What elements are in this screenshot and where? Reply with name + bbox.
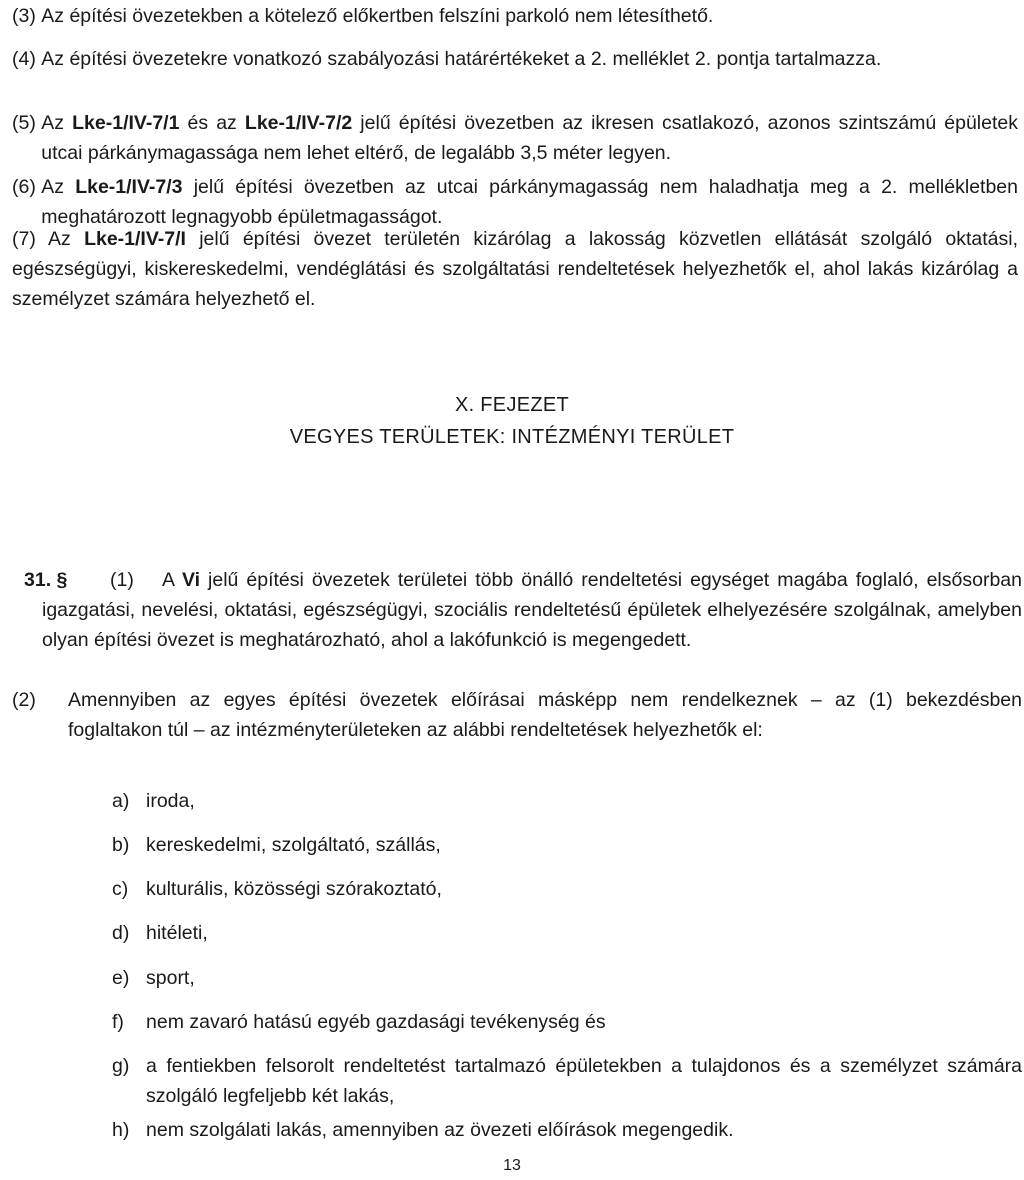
list-item (112, 874, 1022, 904)
list-item-text: hitéleti, (146, 922, 208, 944)
list-item-text: nem zavaró hatású egyéb gazdasági tevékenység és (146, 1011, 606, 1033)
list-item-text: sport, (146, 967, 195, 989)
list-item (112, 918, 1022, 948)
list-item-label: e) (112, 967, 130, 989)
paragraph-text: Amennyiben az egyes építési övezetek előírásai másképp nem rendelkeznek – az (1) bekezdésben foglaltakon túl – az intézményterületeken az alábbi rendeltetések helyezhetők el: (68, 689, 1022, 741)
paragraph-5 (12, 108, 1018, 168)
list-item-text: kereskedelmi, szolgáltató, szállás, (146, 834, 441, 856)
list-item-text: a fentiekben felsorolt rendeltetést tartalmazó épületekben a tulajdonos és a személyzet számára szolgáló legfeljebb két lakás, (146, 1055, 1022, 1107)
paragraph-3 (12, 1, 1018, 31)
chapter-title: VEGYES TERÜLETEK: INTÉZMÉNYI TERÜLET (289, 426, 735, 448)
list-item (112, 1115, 1022, 1145)
zone-code: Lke-1/IV-7/3 (75, 176, 183, 198)
list-item (112, 1007, 1022, 1037)
list-item-text: nem szolgálati lakás, amennyiben az övezeti előírások megengedik. (146, 1119, 734, 1141)
paragraph-number: (4) (12, 48, 36, 70)
list-item-label: f) (112, 1011, 124, 1033)
paragraph-number: (5) (12, 112, 36, 134)
list-item (112, 1051, 1022, 1111)
chapter-number: X. FEJEZET (454, 394, 570, 416)
zone-code: Lke-1/IV-7/2 (244, 112, 353, 134)
paragraph-text: Az építési övezetekre vonatkozó szabályozási határértékeket a 2. melléklet 2. pontja tartalmazza. (41, 48, 882, 70)
paragraph-7 (12, 224, 1018, 314)
zone-code: Vi (181, 569, 201, 591)
page-number: 13 (503, 1157, 521, 1174)
section-31-text-1: A Vi jelű építési övezetek területei több önálló rendeltetési egységet magába foglaló, elsősorban igazgatási, nevelési, oktatási, egészségügyi, szociális rendeltetésű épületek elhelyezésére szolgálnak, amelyben olyan építési övezet is meghatározható, ahol a lakófunkció is megengedett. (42, 569, 1022, 651)
list-item-label: a) (112, 790, 130, 812)
paragraph-text: Az építési övezetekben a kötelező előkertben felszíni parkoló nem létesíthető. (41, 5, 714, 27)
paragraph-number: (6) (12, 176, 36, 198)
paragraph-4 (12, 44, 1018, 74)
paragraph-number: (2) (12, 689, 36, 711)
zone-code: Lke-1/IV-7/1 (72, 112, 180, 134)
paragraph-text: Az Lke-1/IV-7/1 és az Lke-1/IV-7/2 jelű építési övezetben az ikresen csatlakozó, azonos szintszámú épületek utcai párkánymagassága nem lehet eltérő, de legalább 3,5 méter legyen. (41, 112, 1018, 164)
list-item-label: b) (112, 834, 130, 856)
paragraph-6 (12, 172, 1018, 232)
zone-code: Lke-1/IV-7/I (84, 228, 186, 250)
section-label: 31. § (24, 569, 68, 591)
section-31-paragraph-2 (12, 685, 1022, 745)
paragraph-number: (7) (12, 228, 36, 250)
list-item (112, 786, 1022, 816)
list-item-label: c) (112, 878, 129, 900)
paragraph-text: Az Lke-1/IV-7/3 jelű építési övezetben az utcai párkánymagasság nem haladhatja meg a 2. mellékletben meghatározott legnagyobb épületmagasságot. (41, 176, 1018, 228)
list-item-text: kulturális, közösségi szórakoztató, (146, 878, 442, 900)
paragraph-number: (3) (12, 5, 36, 27)
list-item-label: g) (112, 1055, 130, 1077)
list-item (112, 830, 1022, 860)
list-item (112, 963, 1022, 993)
list-item-label: d) (112, 922, 130, 944)
paragraph-number: (1) (110, 569, 134, 591)
paragraph-text: Az Lke-1/IV-7/I jelű építési övezet területén kizárólag a lakosság közvetlen ellátását szolgáló oktatási, egészségügyi, kiskereskedelmi, vendéglátási és szolgáltatási rendeltetések helyezhetők el, ahol lakás kizárólag a személyzet számára helyezhető el. (12, 228, 1018, 310)
list-item-label: h) (112, 1119, 130, 1141)
list-item-text: iroda, (146, 790, 195, 812)
